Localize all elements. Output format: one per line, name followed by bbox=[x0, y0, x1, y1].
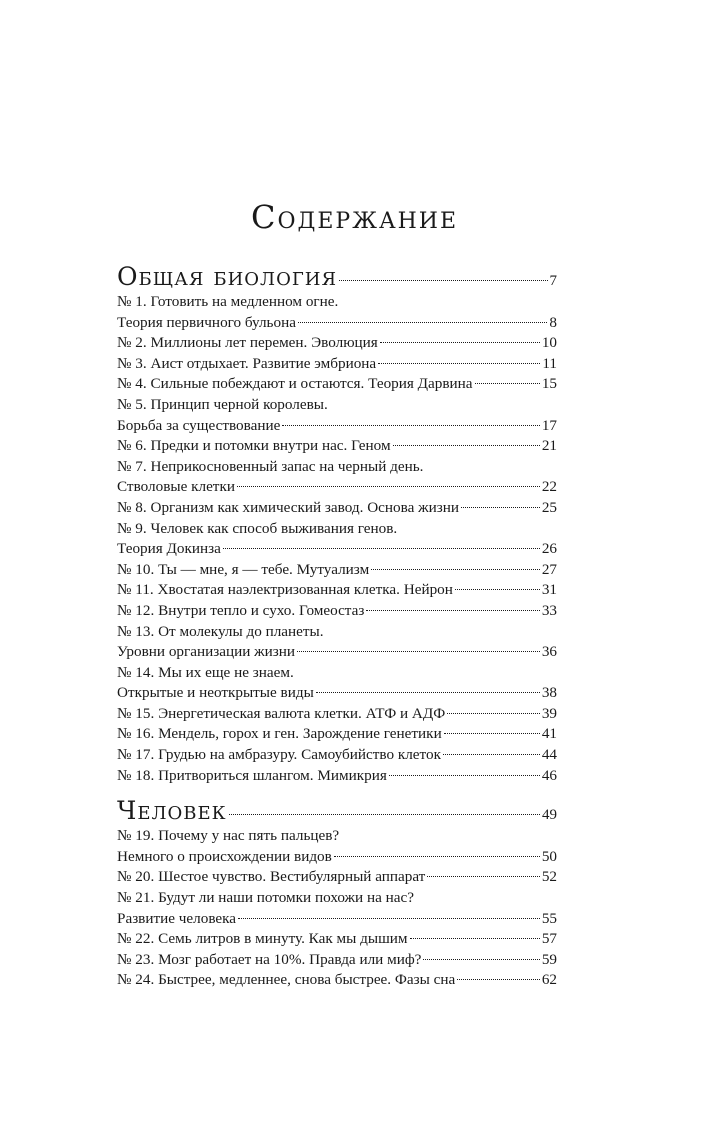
toc-entry[interactable] bbox=[117, 867, 557, 888]
toc-entry-line bbox=[117, 601, 557, 622]
entry-title: № 15. Энергетическая валюта клетки. АТФ и АДФ bbox=[117, 704, 446, 722]
toc-entry[interactable] bbox=[117, 663, 557, 704]
entry-title: № 2. Миллионы лет перемен. Эволюция bbox=[117, 334, 378, 352]
toc-entry[interactable] bbox=[117, 704, 557, 725]
dot-leader bbox=[282, 425, 539, 426]
page-number: 8 bbox=[549, 313, 557, 331]
section-title: Человек bbox=[117, 796, 227, 826]
entry-title: № 8. Организм как химический завод. Основа жизни bbox=[117, 498, 460, 516]
entry-title: Уровни организации жизни bbox=[117, 643, 296, 661]
dot-leader bbox=[444, 733, 540, 734]
entry-title: № 7. Неприкосновенный запас на черный день. bbox=[117, 457, 424, 475]
page-number: 7 bbox=[549, 273, 557, 289]
entry-title: № 24. Быстрее, медленнее, снова быстрее. Фазы сна bbox=[117, 971, 456, 989]
dot-leader bbox=[443, 754, 540, 755]
toc-section-heading[interactable] bbox=[117, 796, 557, 826]
entry-title: № 17. Грудью на амбразуру. Самоубийство клеток bbox=[117, 746, 441, 764]
toc-entry-line bbox=[117, 867, 557, 888]
toc-entry-line bbox=[117, 745, 557, 766]
page-number: 10 bbox=[541, 334, 557, 352]
toc-entry-line bbox=[117, 622, 557, 643]
toc-entry-line bbox=[117, 333, 557, 354]
dot-leader bbox=[237, 486, 540, 487]
entry-title: № 22. Семь литров в минуту. Как мы дышим bbox=[117, 930, 408, 948]
toc-entry[interactable] bbox=[117, 498, 557, 519]
page-number: 31 bbox=[541, 581, 557, 599]
page-number: 36 bbox=[541, 643, 557, 661]
toc-entry-line bbox=[117, 888, 557, 909]
toc-section bbox=[117, 262, 557, 786]
toc-entry-line bbox=[117, 909, 557, 930]
section-title: Общая биология bbox=[117, 262, 337, 291]
toc-entry-line bbox=[117, 560, 557, 581]
toc-entry-line bbox=[117, 970, 557, 991]
toc-entry[interactable] bbox=[117, 888, 557, 929]
dot-leader bbox=[380, 342, 540, 343]
entry-title: № 6. Предки и потомки внутри нас. Геном bbox=[117, 437, 391, 455]
entry-title: № 9. Человек как способ выживания генов. bbox=[117, 519, 398, 537]
toc-entry[interactable] bbox=[117, 745, 557, 766]
entry-title: Открытые и неоткрытые виды bbox=[117, 684, 314, 702]
dot-leader bbox=[457, 979, 540, 980]
toc-entry-line bbox=[117, 663, 557, 684]
page-number: 38 bbox=[541, 684, 557, 702]
toc-entry[interactable] bbox=[117, 929, 557, 950]
entry-title: № 3. Аист отдыхает. Развитие эмбриона bbox=[117, 354, 377, 372]
page-number: 17 bbox=[541, 416, 557, 434]
toc-entry[interactable] bbox=[117, 333, 557, 354]
entry-title: № 23. Мозг работает на 10%. Правда или миф? bbox=[117, 950, 422, 968]
entry-title: Немного о происхождении видов bbox=[117, 847, 332, 865]
entry-title: № 21. Будут ли наши потомки похожи на нас? bbox=[117, 889, 414, 907]
toc-entry[interactable] bbox=[117, 601, 557, 622]
page-number: 62 bbox=[541, 971, 557, 989]
toc-entry[interactable] bbox=[117, 292, 557, 333]
page-number: 33 bbox=[541, 601, 557, 619]
toc-entry-line bbox=[117, 826, 557, 847]
dot-leader bbox=[447, 713, 540, 714]
toc-entry-line bbox=[117, 416, 557, 437]
page-number: 22 bbox=[541, 478, 557, 496]
dot-leader bbox=[423, 959, 539, 960]
toc-entry[interactable] bbox=[117, 580, 557, 601]
entry-title: Теория Докинза bbox=[117, 540, 221, 558]
entry-title: Стволовые клетки bbox=[117, 478, 235, 496]
page-number: 49 bbox=[542, 807, 557, 824]
dot-leader bbox=[410, 938, 540, 939]
toc-entry[interactable] bbox=[117, 395, 557, 436]
toc-entry[interactable] bbox=[117, 519, 557, 560]
toc-entry[interactable] bbox=[117, 766, 557, 787]
page-number: 27 bbox=[541, 560, 557, 578]
dot-leader bbox=[316, 692, 540, 693]
entry-title: Развитие человека bbox=[117, 909, 237, 927]
toc-entry-line bbox=[117, 313, 557, 334]
toc-entry[interactable] bbox=[117, 457, 557, 498]
toc-entry-line bbox=[117, 766, 557, 787]
dot-leader bbox=[461, 507, 540, 508]
toc-entry-line bbox=[117, 580, 557, 601]
dot-leader bbox=[475, 383, 540, 384]
entry-title: № 18. Притвориться шлангом. Мимикрия bbox=[117, 766, 387, 784]
dot-leader bbox=[229, 814, 540, 815]
toc-entry[interactable] bbox=[117, 826, 557, 867]
toc-entry-line bbox=[117, 704, 557, 725]
page-number: 15 bbox=[541, 375, 557, 393]
entry-title: № 16. Мендель, горох и ген. Зарождение генетики bbox=[117, 725, 442, 743]
page-title: Содержание bbox=[250, 198, 459, 236]
entry-title: № 14. Мы их еще не знаем. bbox=[117, 663, 294, 681]
toc-entry-line bbox=[117, 374, 557, 395]
entry-title: Теория первичного бульона bbox=[117, 313, 296, 331]
toc-entry-line bbox=[117, 847, 557, 868]
toc-entry-line bbox=[117, 354, 557, 375]
dot-leader bbox=[334, 856, 540, 857]
dot-leader bbox=[298, 322, 547, 323]
toc-entry[interactable] bbox=[117, 354, 557, 375]
toc-entry-line bbox=[117, 929, 557, 950]
entry-title: № 5. Принцип черной королевы. bbox=[117, 395, 328, 413]
toc-entry[interactable] bbox=[117, 622, 557, 663]
toc-entry-line bbox=[117, 395, 557, 416]
page-number: 21 bbox=[541, 437, 557, 455]
page-number: 26 bbox=[541, 540, 557, 558]
dot-leader bbox=[223, 548, 540, 549]
entry-title: № 1. Готовить на медленном огне. bbox=[117, 293, 339, 310]
toc-entry[interactable] bbox=[117, 970, 557, 991]
toc-entry[interactable] bbox=[117, 374, 557, 395]
toc-entry-line bbox=[117, 498, 557, 519]
dot-leader bbox=[238, 918, 540, 919]
toc-entry[interactable] bbox=[117, 950, 557, 971]
toc-entry[interactable] bbox=[117, 724, 557, 745]
toc-entry-line bbox=[117, 950, 557, 971]
entry-title: № 4. Сильные побеждают и остаются. Теория Дарвина bbox=[117, 375, 473, 393]
entry-title: № 13. От молекулы до планеты. bbox=[117, 622, 324, 640]
toc-section-heading[interactable] bbox=[117, 262, 557, 292]
dot-leader bbox=[366, 610, 539, 611]
page-number: 44 bbox=[541, 746, 557, 764]
entry-title: № 12. Внутри тепло и сухо. Гомеостаз bbox=[117, 601, 365, 619]
toc-entry-line bbox=[117, 519, 557, 540]
page-number: 57 bbox=[541, 930, 557, 948]
dot-leader bbox=[371, 569, 540, 570]
page-number: 52 bbox=[541, 868, 557, 886]
toc-entry-line bbox=[117, 683, 557, 704]
table-of-contents bbox=[117, 262, 557, 991]
toc-section bbox=[117, 796, 557, 991]
toc-entry[interactable] bbox=[117, 560, 557, 581]
dot-leader bbox=[297, 651, 540, 652]
page-number: 59 bbox=[541, 950, 557, 968]
dot-leader bbox=[427, 876, 540, 877]
page-number: 41 bbox=[541, 725, 557, 743]
dot-leader bbox=[393, 445, 540, 446]
page-number: 50 bbox=[541, 847, 557, 865]
page-number: 46 bbox=[541, 766, 557, 784]
toc-entry-line bbox=[117, 642, 557, 663]
dot-leader bbox=[339, 280, 548, 281]
entry-title: № 20. Шестое чувство. Вестибулярный аппарат bbox=[117, 868, 426, 886]
page-number: 39 bbox=[541, 704, 557, 722]
page-number: 55 bbox=[541, 909, 557, 927]
dot-leader bbox=[378, 363, 540, 364]
page-number: 11 bbox=[542, 354, 557, 372]
dot-leader bbox=[389, 775, 540, 776]
toc-entry-line bbox=[117, 477, 557, 498]
entry-title: № 11. Хвостатая наэлектризованная клетка. Нейрон bbox=[117, 581, 453, 599]
toc-entry-line bbox=[117, 292, 557, 313]
entry-title: № 19. Почему у нас пять пальцев? bbox=[117, 827, 340, 845]
page-number: 25 bbox=[541, 498, 557, 516]
toc-entry-line bbox=[117, 457, 557, 478]
entry-title: № 10. Ты — мне, я — тебе. Мутуализм bbox=[117, 560, 370, 578]
toc-entry-line bbox=[117, 539, 557, 560]
dot-leader bbox=[455, 589, 540, 590]
entry-title: Борьба за существование bbox=[117, 416, 281, 434]
toc-entry-line bbox=[117, 436, 557, 457]
toc-entry[interactable] bbox=[117, 436, 557, 457]
toc-entry-line bbox=[117, 724, 557, 745]
